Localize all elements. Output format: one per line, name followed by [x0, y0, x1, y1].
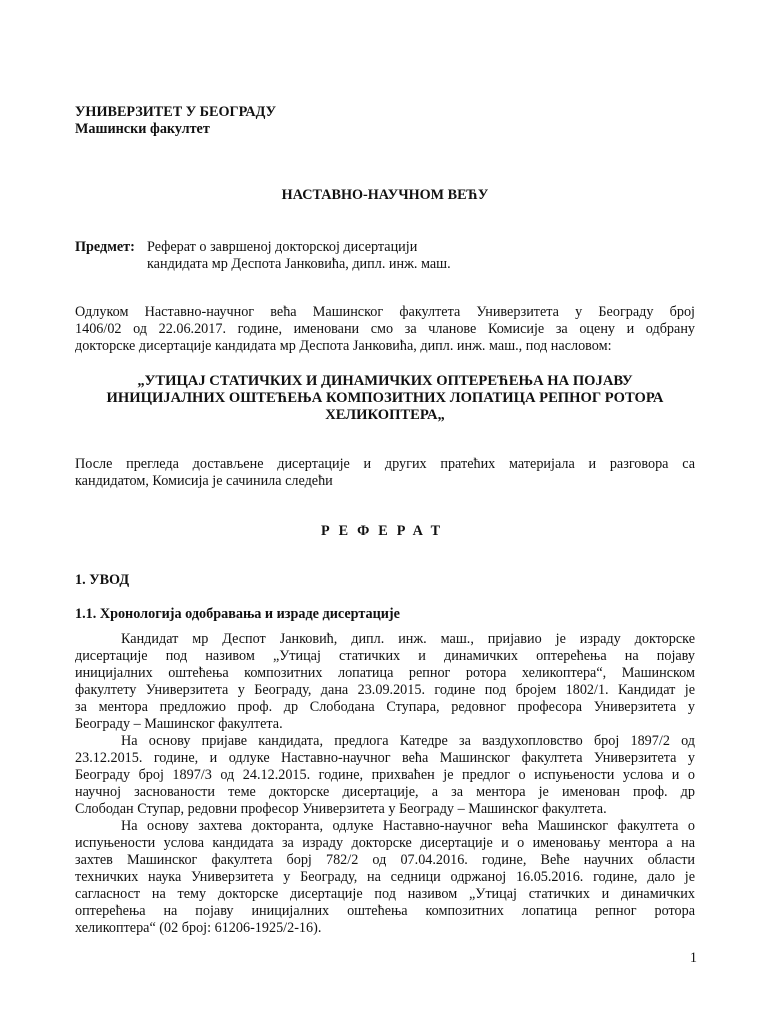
intro-line: докторске дисертације кандидата мр Деспота Јанковића, дипл. инж. маш., под насловом:: [75, 338, 612, 354]
addressee: НАСТАВНО-НАУЧНОМ ВЕЋУ: [281, 187, 489, 203]
subject-line-1: Реферат о завршеној докторској дисертацији: [147, 239, 418, 255]
subsection-heading: 1.1. Хронологија одобравања и израде дисертације: [75, 606, 400, 622]
paragraph-line: техничких наука Универзитета у Београду, на седници одржаној 16.05.2016. године, дало је: [75, 869, 695, 885]
paragraph-line: испуњености услова кандидата за израду докторске дисертације и о именовању ментора а на: [75, 835, 695, 851]
thesis-title-line: ХЕЛИКОПТЕРА„: [325, 407, 445, 423]
paragraph-line: Београду број 1897/3 од 24.12.2015. године, прихваћен је предлог о испуњености услова и о: [75, 767, 695, 783]
thesis-title-line: ИНИЦИЈАЛНИХ ОШТЕЋЕЊА КОМПОЗИТНИХ ЛОПАТИЦА РЕПНОГ РОТОРА: [106, 390, 664, 406]
referat-heading: РЕФЕРАТ: [320, 523, 450, 539]
intro-line: Одлуком Наставно-научног већа Машинског факултета Универзитета у Београду број: [75, 304, 695, 320]
paragraph-line: хеликоптера“ (02 број: 61206-1925/2-16).: [75, 920, 322, 936]
paragraph-line: Београду – Машинског факултета.: [75, 716, 283, 732]
intro-line: 1406/02 од 22.06.2017. године, именовани смо за чланове Комисије за оцену и одбрану: [75, 321, 695, 337]
paragraph-line: научној заснованости теме докторске дисертације, а за ментора је именован проф. др: [75, 784, 695, 800]
paragraph-line: оптерећења на појаву иницијалних оштећења композитних лопатица репног ротора: [75, 903, 695, 919]
section-heading: 1. УВОД: [75, 572, 130, 588]
subject-line-2: кандидата мр Деспота Јанковића, дипл. инж. маш.: [147, 256, 451, 272]
thesis-title-line: „УТИЦАЈ СТАТИЧКИХ И ДИНАМИЧКИХ ОПТЕРЕЋЕЊА НА ПОЈАВУ: [137, 373, 633, 389]
paragraph-line: 23.12.2015. године, и одлуке Наставно-научног већа Машинског факултета Универзитета у: [75, 750, 695, 766]
paragraph-line: захтев Машинског факултета борј 782/2 од 07.04.2016. године, Веће научних области: [75, 852, 695, 868]
faculty-name: Машински факултет: [75, 121, 210, 137]
after-review-line: кандидатом, Комисија је сачинила следећи: [75, 473, 333, 489]
paragraph-line: Кандидат мр Деспот Јанковић, дипл. инж. маш., пријавио је израду докторске: [121, 631, 695, 647]
university-name: УНИВЕРЗИТЕТ У БЕОГРАДУ: [75, 104, 277, 120]
paragraph-line: На основу захтева докторанта, одлуке Наставно-научног већа Машинског факултета о: [121, 818, 695, 834]
paragraph-line: Слободан Ступар, редовни професор Универзитета у Београду – Машинског факултета.: [75, 801, 607, 817]
paragraph-line: иницијалних оштећења композитних лопатица репног ротора хеликоптера“, Машинском: [75, 665, 695, 681]
subject-label: Предмет:: [75, 239, 135, 255]
paragraph-line: На основу пријаве кандидата, предлога Катедре за ваздухопловство број 1897/2 од: [121, 733, 695, 749]
paragraph-line: дисертације под називом „Утицај статичких и динамичких оптерећења на појаву: [75, 648, 695, 664]
paragraph-line: сагласност на тему докторске дисертације под називом „Утицај статичких и динамичких: [75, 886, 695, 902]
paragraph-line: факултету Универзитета у Београду, дана 23.09.2015. године под бројем 1802/1. Кандидат је: [75, 682, 695, 698]
page-number: 1: [689, 950, 697, 966]
after-review-line: После прегледа достављене дисертације и других пратећих материјала и разговора са: [75, 456, 695, 472]
paragraph-line: за ментора предложио проф. др Слободана Ступара, редовног професора Универзитета у: [75, 699, 695, 715]
